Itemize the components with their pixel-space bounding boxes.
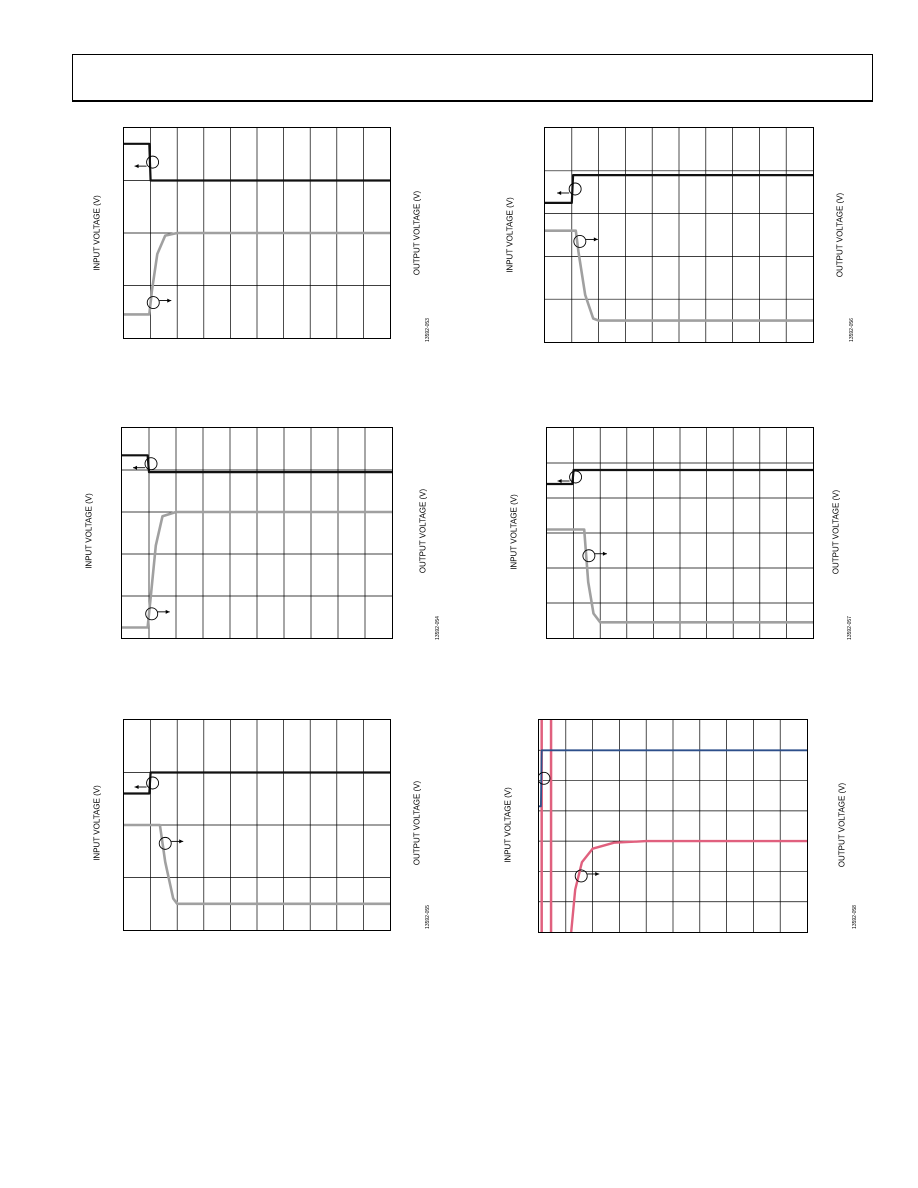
chart-2-ylabel-left: INPUT VOLTAGE (V) xyxy=(505,197,515,273)
chart-3-channel-marker-1 xyxy=(145,458,157,470)
chart-5-ylabel-right: OUTPUT VOLTAGE (V) xyxy=(412,780,422,866)
chart-3-channel-marker-2 xyxy=(146,608,158,620)
chart-4-svg xyxy=(547,428,813,638)
chart-1-axis-arrowhead-2 xyxy=(167,299,171,303)
chart-3-svg xyxy=(122,428,392,638)
chart-4-ylabel-right: OUTPUT VOLTAGE (V) xyxy=(831,489,841,575)
chart-5-svg xyxy=(124,720,390,930)
chart-3-axis-arrowhead-2 xyxy=(166,610,170,614)
chart-2-channel-marker-2 xyxy=(574,235,586,247)
chart-5-ylabel-left: INPUT VOLTAGE (V) xyxy=(92,785,102,861)
chart-1-axis-arrowhead-1 xyxy=(135,164,139,168)
chart-5-channel-marker-2 xyxy=(159,837,171,849)
chart-5-plot-area xyxy=(123,719,391,931)
chart-5-channel-marker-1 xyxy=(147,777,159,789)
chart-4-axis-arrowhead-2 xyxy=(603,552,607,556)
chart-1-plot-area xyxy=(123,127,391,339)
chart-4-plot-area xyxy=(546,427,814,639)
chart-6-ylabel-left: INPUT VOLTAGE (V) xyxy=(503,787,513,863)
chart-2-axis-arrowhead-1 xyxy=(557,191,561,195)
chart-4-figure-id: 13592-057 xyxy=(847,616,853,640)
chart-2-channel-marker-1 xyxy=(569,183,581,195)
chart-6-ylabel-right: OUTPUT VOLTAGE (V) xyxy=(837,782,847,868)
chart-1-figure-id: 13592-053 xyxy=(425,318,431,342)
chart-3-axis-arrowhead-1 xyxy=(133,466,137,470)
chart-4-channel-marker-1 xyxy=(570,471,582,483)
chart-6-output-trace xyxy=(571,841,807,932)
chart-1-ylabel-right: OUTPUT VOLTAGE (V) xyxy=(412,190,422,276)
chart-1-ylabel-left: INPUT VOLTAGE (V) xyxy=(92,195,102,271)
chart-2-axis-arrowhead-2 xyxy=(594,237,598,241)
chart-2-ylabel-right: OUTPUT VOLTAGE (V) xyxy=(835,192,845,278)
chart-6-plot-area xyxy=(538,719,808,933)
chart-1-svg xyxy=(124,128,390,338)
chart-4-ylabel-left: INPUT VOLTAGE (V) xyxy=(509,494,519,570)
chart-4-axis-arrowhead-1 xyxy=(558,479,562,483)
chart-5-axis-arrowhead-1 xyxy=(135,785,139,789)
chart-2-figure-id: 13592-056 xyxy=(849,318,855,342)
page-header-box xyxy=(72,54,873,102)
chart-1-channel-marker-2 xyxy=(147,297,159,309)
chart-1-channel-marker-1 xyxy=(147,156,159,168)
chart-2-svg xyxy=(545,128,813,342)
chart-2-plot-area xyxy=(544,127,814,343)
chart-5-figure-id: 13592-055 xyxy=(425,905,431,929)
chart-3-figure-id: 13592-054 xyxy=(435,616,441,640)
chart-3-ylabel-right: OUTPUT VOLTAGE (V) xyxy=(418,488,428,574)
chart-6-figure-id: 13592-058 xyxy=(852,905,858,929)
chart-4-channel-marker-2 xyxy=(583,550,595,562)
chart-3-plot-area xyxy=(121,427,393,639)
chart-6-svg xyxy=(539,720,807,932)
chart-3-ylabel-left: INPUT VOLTAGE (V) xyxy=(84,493,94,569)
chart-6-axis-arrowhead-2 xyxy=(595,872,599,876)
chart-5-axis-arrowhead-2 xyxy=(179,839,183,843)
